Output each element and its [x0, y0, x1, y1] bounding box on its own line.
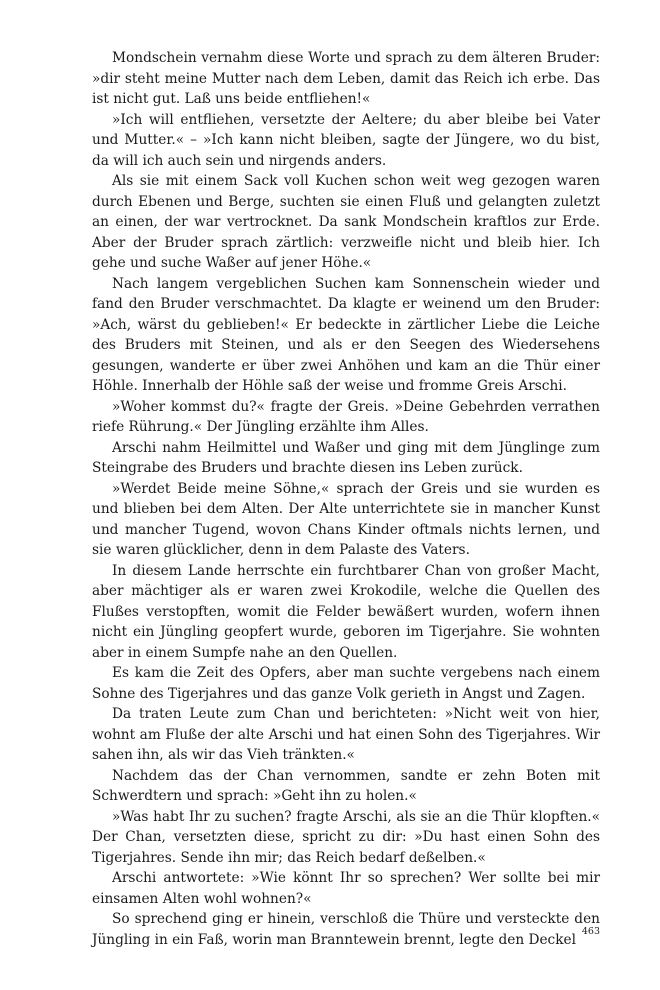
paragraph: Arschi nahm Heilmittel und Waßer und ging mit dem Jünglinge zum Steingrabe des Bruders und brachte diesen ins Leben zurück.	[92, 439, 600, 476]
page-number: 463	[581, 926, 600, 937]
paragraph: Als sie mit einem Sack voll Kuchen schon weit weg gezogen waren durch Ebenen und Berge, suchten sie einen Fluß und gelangten zuletzt an einen, der war vertrocknet. Da sank Mondschein kraftlos zur Erde. Aber der Bruder sprach zärtlich: verzweifle nicht und bleib hier. Ich gehe und suche Waßer auf jener Höhe.«	[92, 173, 600, 271]
paragraph: »Ich will entfliehen, versetzte der Aeltere; du aber bleibe bei Vater und Mutter.« – »Ich kann nicht bleiben, sagte der Jüngere, wo du bist, da will ich auch sein und nirgends anders.	[92, 111, 600, 169]
paragraph: Es kam die Zeit des Opfers, aber man suchte vergebens nach einem Sohne des Tigerjahres und das ganze Volk gerieth in Angst und Zagen.	[92, 665, 600, 702]
paragraph: Nach langem vergeblichen Suchen kam Sonnenschein wieder und fand den Bruder verschmachtet. Da klagte er weinend um den Bruder: »Ach, wärst du geblieben!« Er bedeckte in zärtlicher Liebe die Leiche des Bruders mit Steinen, und als er den Seegen des Wiedersehens gesungen, wanderte er über zwei Anhöhen und kam an die Thür einer Höhle. Innerhalb der Höhle saß der weise und fromme Greis Arschi.	[92, 275, 600, 394]
paragraph: So sprechend ging er hinein, verschloß die Thüre und versteckte den Jüngling in ein Faß, worin man Branntewein brennt, legte den Deckel	[92, 911, 600, 948]
paragraph: Arschi antwortete: »Wie könnt Ihr so sprechen? Wer sollte bei mir einsamen Alten wohl wohnen?«	[92, 870, 600, 907]
paragraph: Mondschein vernahm diese Worte und sprach zu dem älteren Bruder: »dir steht meine Mutter nach dem Leben, damit das Reich ich erbe. Das ist nicht gut. Laß uns beide entfliehen!«	[92, 50, 600, 107]
paragraph: »Was habt Ihr zu suchen? fragte Arschi, als sie an die Thür klopften.« Der Chan, versetzten diese, spricht zu dir: »Du hast einen Sohn des Tigerjahres. Sende ihn mir; das Reich bedarf deßelben.«	[92, 808, 600, 866]
body-text	[92, 48, 600, 950]
paragraph: »Woher kommst du?« fragte der Greis. »Deine Gebehrden verrathen riefe Rührung.« Der Jüngling erzählte ihm Alles.	[92, 398, 600, 435]
paragraph: Nachdem das der Chan vernommen, sandte er zehn Boten mit Schwerdtern und sprach: »Geht ihn zu holen.«	[92, 767, 600, 804]
paragraph: In diesem Lande herrschte ein furchtbarer Chan von großer Macht, aber mächtiger als er waren zwei Krokodile, welche die Quellen des Flußes verstopften, womit die Felder bewäßert wurden, wofern ihnen nicht ein Jüngling geopfert wurde, geboren im Tigerjahre. Sie wohnten aber in einem Sumpfe nahe an den Quellen.	[92, 562, 600, 661]
paragraph: »Werdet Beide meine Söhne,« sprach der Greis und sie wurden es und blieben bei dem Alten. Der Alte unterrichtete sie in mancher Kunst und mancher Tugend, wovon Chans Kinder oftmals nichts lernen, und sie waren glücklicher, denn in dem Palaste des Vaters.	[92, 480, 600, 558]
paragraph: Da traten Leute zum Chan und berichteten: »Nicht weit von hier, wohnt am Fluße der alte Arschi und hat einen Sohn des Tigerjahres. Wir sahen ihn, als wir das Vieh tränkten.«	[92, 706, 600, 763]
